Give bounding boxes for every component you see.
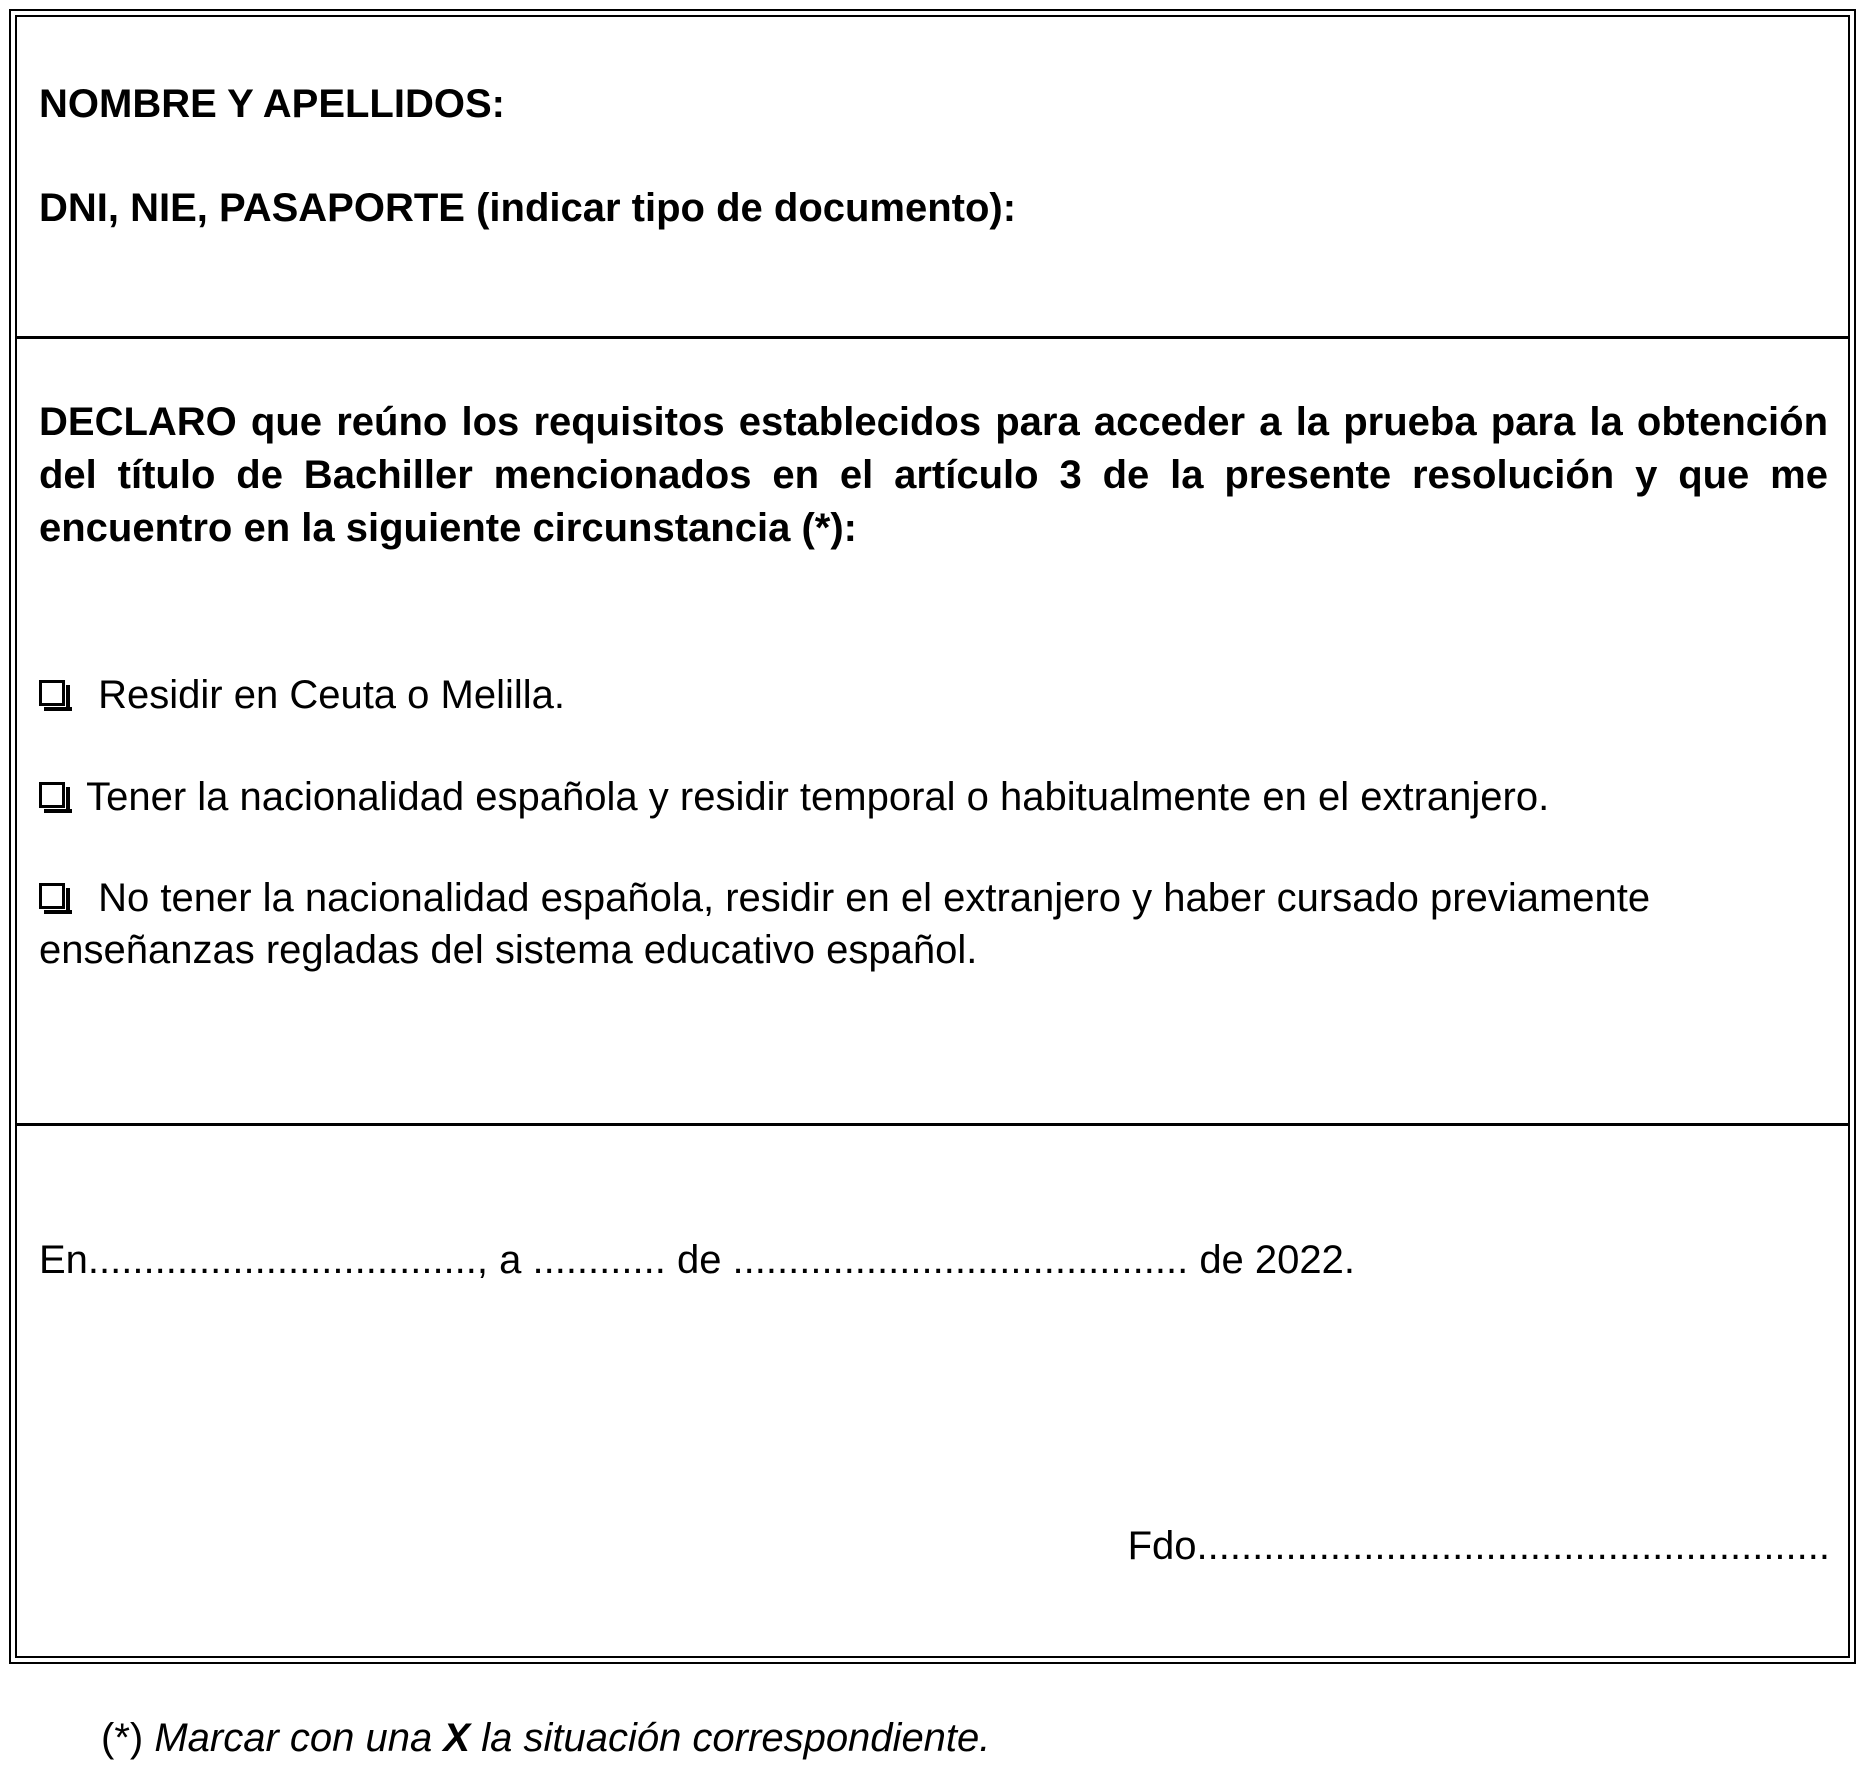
declaration-text: DECLARO que reúno los requisitos establecidos para acceder a la prueba para la obtención del título de Bachiller mencionados en el artículo 3 de la presente resolución y que me encuentro en la siguiente circunstancia (*): bbox=[39, 400, 1828, 550]
declaration-section bbox=[17, 339, 1848, 1126]
date-line[interactable]: En..................................., a ............ de ......................................... de 2022. bbox=[39, 1238, 1356, 1282]
footnote-text-after: la situación correspondiente. bbox=[481, 1716, 991, 1760]
footnote-text-before: Marcar con una bbox=[154, 1716, 433, 1760]
option-label: No tener la nacionalidad española, residir en el extranjero y haber cursado previamente enseñanzas regladas del sistema educativo español. bbox=[39, 876, 1651, 972]
signature-line[interactable]: Fdo......................................................... bbox=[1127, 1524, 1830, 1568]
signature-section bbox=[17, 1126, 1848, 1656]
option-label: Tener la nacionalidad española y residir temporal o habitualmente en el extranjero. bbox=[86, 775, 1550, 819]
name-field-label[interactable]: NOMBRE Y APELLIDOS: bbox=[39, 82, 505, 126]
footnote-emphasis: X bbox=[443, 1716, 471, 1760]
footnote bbox=[101, 1714, 990, 1762]
option-spanish-abroad[interactable] bbox=[39, 771, 1828, 823]
checkbox-foreign-abroad[interactable] bbox=[39, 883, 65, 909]
checkbox-ceuta-melilla[interactable] bbox=[39, 680, 65, 706]
declaration-form bbox=[9, 9, 1856, 1664]
document-field-label[interactable]: DNI, NIE, PASAPORTE (indicar tipo de documento): bbox=[39, 186, 1017, 230]
identity-section bbox=[17, 17, 1848, 339]
option-foreign-abroad[interactable] bbox=[39, 872, 1828, 976]
option-label: Residir en Ceuta o Melilla. bbox=[98, 673, 565, 717]
checkbox-spanish-abroad[interactable] bbox=[39, 782, 65, 808]
footnote-marker: (*) bbox=[101, 1716, 144, 1760]
form-inner-border bbox=[15, 15, 1850, 1658]
option-ceuta-melilla[interactable] bbox=[39, 669, 1828, 721]
